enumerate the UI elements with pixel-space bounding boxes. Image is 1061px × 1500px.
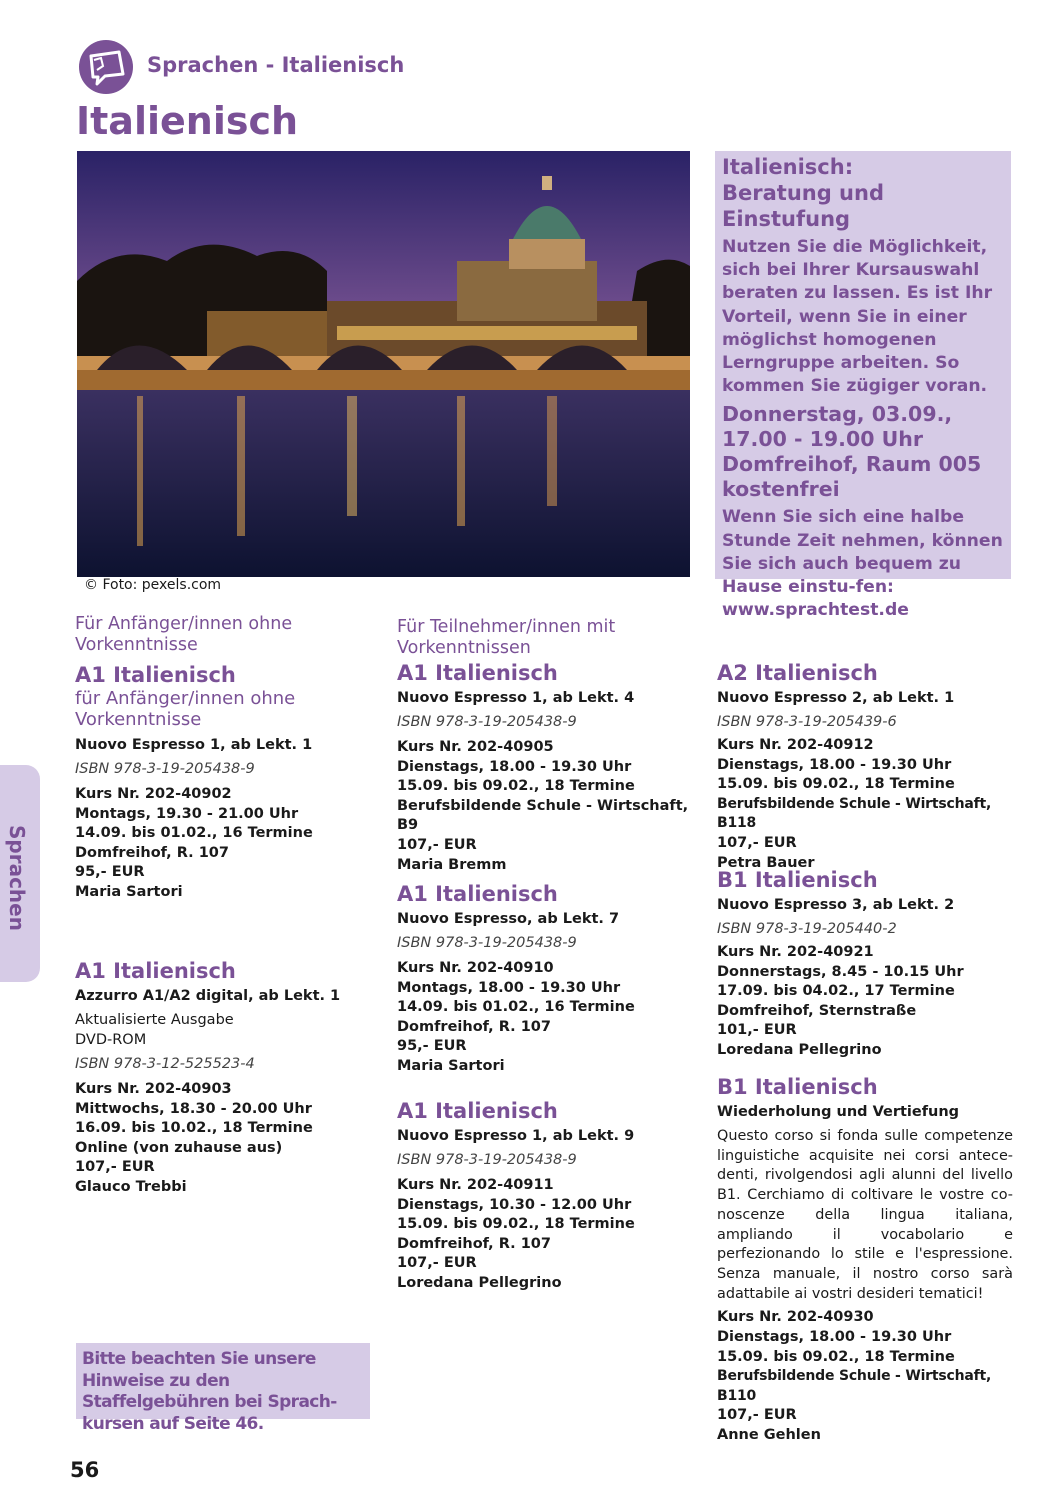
course-details xyxy=(397,959,697,1077)
course-time: Montags, 19.30 - 21.00 Uhr xyxy=(75,805,299,822)
course-block xyxy=(717,1074,1013,1445)
side-tab-label: Sprachen xyxy=(5,825,29,931)
info-title-line2: Beratung und Einstufung xyxy=(722,181,884,231)
photo-credit: © Foto: pexels.com xyxy=(84,577,222,593)
info-date-line: Donnerstag, 03.09., xyxy=(722,402,953,427)
course-description: Questo corso si fonda sulle competenze linguistiche acquisite nei corsi antece-denti, rivolgendosi agli alunni del livello B1. Cerchiamo di coltivare le vostre co-noscenze della lingua italiana, ampliando il vocabolario e perfezionando lo stile e l'espressione. Senza manuale, il nostro corso sarà adattabile ai vostri desideri tematici! xyxy=(717,1128,1013,1302)
course-number: Kurs Nr. 202-40921 xyxy=(717,944,874,960)
course-price: 95,- EUR xyxy=(75,864,145,881)
course-time: Montags, 18.00 - 19.30 Uhr xyxy=(397,979,621,996)
course-title: A2 Italienisch xyxy=(717,661,878,685)
course-isbn: ISBN 978-3-19-205438-9 xyxy=(397,935,577,951)
course-edition: Aktualisierte Ausgabe xyxy=(75,1012,234,1028)
course-dates: 15.09. bis 09.02., 18 Termine xyxy=(397,1216,635,1233)
course-title: B1 Italienisch xyxy=(717,868,878,892)
course-place: Berufsbildende Schule - Wirtschaft, B110 xyxy=(717,1368,992,1404)
course-isbn: ISBN 978-3-19-205440-2 xyxy=(717,921,897,937)
info-text: Nutzen Sie die Möglichkeit, sich bei Ihrer Kursauswahl beraten zu lassen. Es ist Ihr Vorteil, wenn Sie in einer möglichst homogenen Lerngruppe arbeiten. So kommen Sie zügiger voran. xyxy=(722,237,993,397)
course-number: Kurs Nr. 202-40910 xyxy=(397,960,554,976)
course-number: Kurs Nr. 202-40902 xyxy=(75,786,232,802)
course-price: 107,- EUR xyxy=(75,1159,155,1176)
column-subhead: Für Anfänger/innen ohne Vorkenntnisse xyxy=(75,614,293,655)
course-title: A1 Italienisch xyxy=(75,663,236,687)
course-isbn: ISBN 978-3-12-525523-4 xyxy=(75,1056,255,1072)
course-place: Domfreihof, R. 107 xyxy=(397,1235,551,1252)
course-place: Domfreihof, R. 107 xyxy=(397,1018,551,1035)
course-dates: 17.09. bis 04.02., 17 Termine xyxy=(717,983,955,1000)
course-details xyxy=(717,1308,1013,1445)
course-teacher: Maria Sartori xyxy=(75,883,183,900)
course-subtitle: für Anfänger/innen ohne Vorkenntnisse xyxy=(75,688,296,730)
rome-night-photo xyxy=(77,151,690,577)
course-dates: 14.09. bis 01.02., 16 Termine xyxy=(397,999,635,1016)
column-subhead: Für Teilnehmer/innen mit Vorkenntnissen xyxy=(397,617,616,658)
sprachtest-link[interactable]: www.sprachtest.de xyxy=(722,600,909,621)
info-title-line1: Italienisch: xyxy=(722,155,854,179)
course-details xyxy=(75,785,365,903)
course-details xyxy=(717,736,1015,873)
page-number: 56 xyxy=(70,1458,100,1482)
course-book: Azzurro A1/A2 digital, ab Lekt. 1 xyxy=(75,988,341,1004)
course-teacher: Petra Bauer xyxy=(717,854,815,871)
course-title: A1 Italienisch xyxy=(75,959,236,983)
course-details xyxy=(397,738,697,875)
course-time: Dienstags, 18.00 - 19.30 Uhr xyxy=(717,756,952,773)
course-place: Domfreihof, R. 107 xyxy=(75,844,229,861)
course-book: Nuovo Espresso 1, ab Lekt. 1 xyxy=(75,737,313,753)
course-time: Dienstags, 18.00 - 19.30 Uhr xyxy=(717,1328,952,1345)
course-book: Nuovo Espresso 2, ab Lekt. 1 xyxy=(717,690,955,706)
course-teacher: Maria Sartori xyxy=(397,1057,505,1074)
course-teacher: Loredana Pellegrino xyxy=(717,1041,882,1058)
course-time: Dienstags, 10.30 - 12.00 Uhr xyxy=(397,1196,632,1213)
course-teacher: Glauco Trebbi xyxy=(75,1178,187,1195)
course-price: 95,- EUR xyxy=(397,1038,467,1055)
course-block xyxy=(397,881,697,1077)
course-price: 107,- EUR xyxy=(717,834,797,851)
course-place: Domfreihof, Sternstraße xyxy=(717,1002,917,1019)
course-details xyxy=(717,943,1015,1061)
course-isbn: ISBN 978-3-19-205438-9 xyxy=(397,1152,577,1168)
course-price: 107,- EUR xyxy=(397,836,477,853)
course-book: Wiederholung und Vertiefung xyxy=(717,1104,960,1120)
category-heading: Sprachen - Italienisch xyxy=(147,53,405,77)
course-price: 101,- EUR xyxy=(717,1022,797,1039)
section-side-tab xyxy=(0,765,40,982)
course-time: Donnerstags, 8.45 - 10.15 Uhr xyxy=(717,963,964,980)
course-block xyxy=(717,660,1015,873)
course-block xyxy=(397,660,697,875)
course-isbn: ISBN 978-3-19-205439-6 xyxy=(717,714,897,730)
course-book: Nuovo Espresso 3, ab Lekt. 2 xyxy=(717,897,955,913)
course-time: Dienstags, 18.00 - 19.30 Uhr xyxy=(397,758,632,775)
course-details xyxy=(397,1176,697,1294)
course-title: A1 Italienisch xyxy=(397,661,558,685)
course-book: Nuovo Espresso 1, ab Lekt. 9 xyxy=(397,1128,635,1144)
course-time: Mittwochs, 18.30 - 20.00 Uhr xyxy=(75,1100,312,1117)
course-book: Nuovo Espresso 1, ab Lekt. 4 xyxy=(397,690,635,706)
course-teacher: Anne Gehlen xyxy=(717,1426,821,1443)
info-price-line: kostenfrei xyxy=(722,477,840,502)
course-number: Kurs Nr. 202-40912 xyxy=(717,737,874,753)
course-place: Berufsbildende Schule - Wirtschaft, B9 xyxy=(397,797,689,834)
info-date-block xyxy=(722,402,1011,502)
course-teacher: Loredana Pellegrino xyxy=(397,1274,562,1291)
info-test-text: Wenn Sie sich eine halbe Stunde Zeit nehmen, können Sie sich auch bequem zu Hause einstu-fen: xyxy=(722,507,1003,598)
column-advanced xyxy=(397,617,697,659)
course-title: A1 Italienisch xyxy=(397,882,558,906)
course-dates: 15.09. bis 09.02., 18 Termine xyxy=(717,1348,955,1365)
course-title: B1 Italienisch xyxy=(717,1075,878,1099)
course-block xyxy=(75,662,365,903)
course-place: Berufsbildende Schule - Wirtschaft, B118 xyxy=(717,795,992,832)
course-number: Kurs Nr. 202-40903 xyxy=(75,1081,232,1097)
course-number: Kurs Nr. 202-40930 xyxy=(717,1309,874,1326)
course-dates: 14.09. bis 01.02., 16 Termine xyxy=(75,825,313,842)
course-block xyxy=(397,1098,697,1294)
course-book: Nuovo Espresso, ab Lekt. 7 xyxy=(397,911,620,927)
category-logo-icon xyxy=(79,40,133,94)
info-place-line: Domfreihof, Raum 005 xyxy=(722,452,982,477)
fee-note-box: Bitte beachten Sie unsere Hinweise zu den Staffelgebühren bei Sprach-kursen auf Seite 46. xyxy=(76,1343,370,1419)
course-block xyxy=(717,867,1015,1061)
course-price: 107,- EUR xyxy=(717,1407,797,1424)
course-dates: 15.09. bis 09.02., 18 Termine xyxy=(717,776,955,793)
course-teacher: Maria Bremm xyxy=(397,856,507,873)
course-isbn: ISBN 978-3-19-205438-9 xyxy=(397,714,577,730)
course-dates: 16.09. bis 10.02., 18 Termine xyxy=(75,1120,313,1137)
course-number: Kurs Nr. 202-40905 xyxy=(397,739,554,755)
course-place: Online (von zuhause aus) xyxy=(75,1139,283,1156)
column-beginners xyxy=(75,614,365,903)
page-title: Italienisch xyxy=(76,99,299,143)
info-time-line: 17.00 - 19.00 Uhr xyxy=(722,427,923,452)
course-dates: 15.09. bis 09.02., 18 Termine xyxy=(397,778,635,795)
course-title: A1 Italienisch xyxy=(397,1099,558,1123)
consultation-info-box xyxy=(715,151,1011,621)
course-block xyxy=(75,958,365,1198)
course-number: Kurs Nr. 202-40911 xyxy=(397,1177,554,1193)
course-details xyxy=(75,1080,365,1198)
course-media: DVD-ROM xyxy=(75,1031,147,1048)
course-price: 107,- EUR xyxy=(397,1255,477,1272)
course-isbn: ISBN 978-3-19-205438-9 xyxy=(75,761,255,777)
